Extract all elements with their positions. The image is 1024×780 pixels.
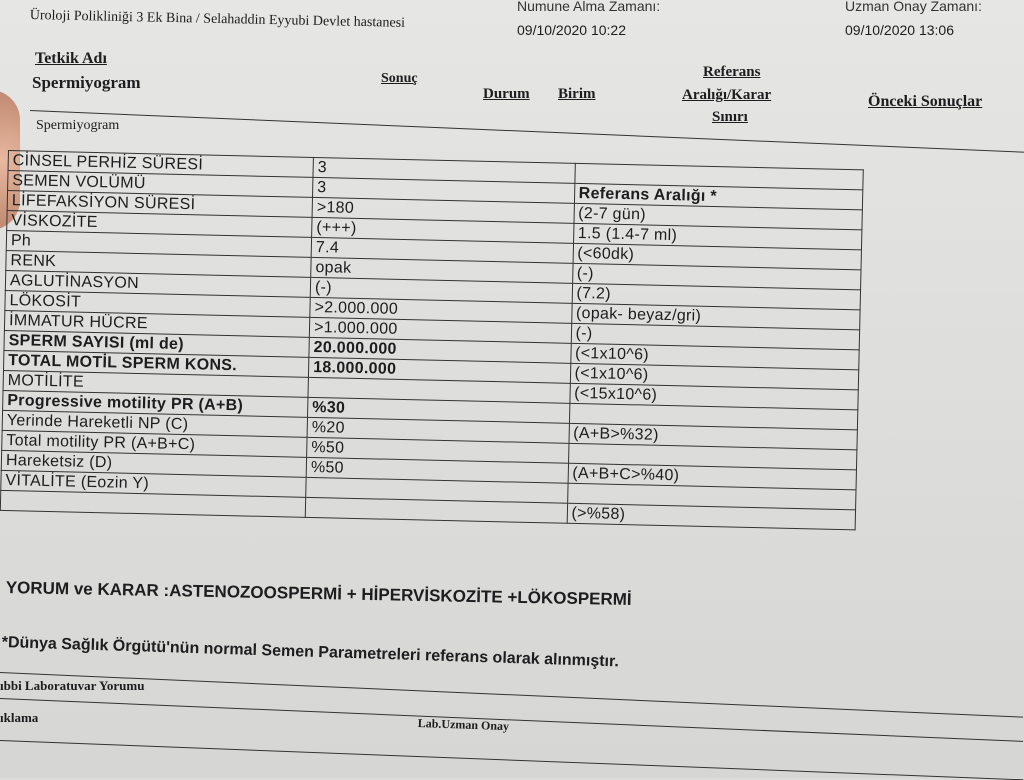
column-reference-line2: Aralığı/Karar bbox=[682, 87, 772, 103]
row-label: VİTALİTE (Eozin Y) bbox=[1, 470, 306, 497]
footnote: *Dünya Sağlık Örgütü'nün normal Semen Parametreleri referans olarak alınmıştır. bbox=[1, 634, 620, 671]
test-subgroup: Spermiyogram bbox=[36, 118, 120, 133]
column-result: Sonuç bbox=[381, 71, 418, 86]
row-label: RENK bbox=[6, 250, 311, 277]
row-label: AGLUTİNASYON bbox=[5, 270, 310, 297]
row-label: LÖKOSİT bbox=[5, 290, 310, 317]
row-value: (+++) bbox=[312, 217, 574, 243]
explanation-label: ıklama bbox=[0, 710, 39, 725]
row-value: (-) bbox=[310, 277, 572, 303]
row-value: 7.4 bbox=[311, 237, 573, 263]
row-reference: (<15x10^6) bbox=[569, 383, 858, 410]
sample-time-label: Numune Alma Zamanı: bbox=[517, 0, 661, 14]
column-reference-line3: Sınırı bbox=[712, 109, 748, 125]
row-label: VİSKOZİTE bbox=[7, 210, 312, 237]
column-status: Durum bbox=[483, 86, 530, 102]
results-table bbox=[0, 150, 864, 530]
row-label: SEMEN VOLÜMÜ bbox=[8, 171, 313, 198]
row-reference: (<60dk) bbox=[573, 243, 862, 270]
row-reference: (2-7 gün) bbox=[574, 203, 863, 230]
hospital-name: Üroloji Polikliniği 3 Ek Bina / Selahaddin Eyyubi Devlet hastanesi bbox=[29, 8, 406, 31]
row-value: opak bbox=[311, 257, 573, 283]
comment-verdict: YORUM ve KARAR :ASTENOZOOSPERMİ + HİPERVİSKOZİTE +LÖKOSPERMİ bbox=[5, 578, 632, 610]
row-label: İMMATUR HÜCRE bbox=[4, 310, 309, 337]
column-test-name: Tetkik Adı bbox=[35, 50, 107, 67]
approval-time-label: Uzman Onay Zamanı: bbox=[845, 0, 982, 14]
row-value: %50 bbox=[306, 457, 568, 483]
row-reference: (-) bbox=[572, 263, 861, 290]
row-reference: (7.2) bbox=[572, 283, 861, 310]
row-reference: (<1x10^6) bbox=[570, 363, 859, 390]
row-label: Total motility PR (A+B+C) bbox=[2, 430, 307, 457]
lab-specialist-label: Lab.Uzman Onay bbox=[417, 716, 510, 734]
header-divider bbox=[30, 110, 1024, 153]
footer-rule-2 bbox=[0, 698, 1023, 742]
row-value: >180 bbox=[312, 197, 574, 223]
row-reference: 1.5 (1.4-7 ml) bbox=[573, 223, 862, 250]
row-value: 3 bbox=[313, 157, 575, 183]
row-reference: (<1x10^6) bbox=[570, 343, 859, 370]
lab-comment-label: ıbbi Laboratuvar Yorumu bbox=[0, 678, 145, 693]
results-table-body bbox=[0, 151, 863, 530]
row-value: 20.000.000 bbox=[309, 337, 571, 363]
row-value: 3 bbox=[313, 177, 575, 203]
row-reference: (opak- beyaz/gri) bbox=[571, 303, 860, 330]
column-reference-line1: Referans bbox=[703, 64, 761, 80]
row-label: LİFEFAKSİYON SÜRESİ bbox=[7, 191, 312, 218]
row-value: >1.000.000 bbox=[309, 317, 571, 343]
row-label: SPERM SAYISI (ml de) bbox=[4, 330, 309, 357]
row-value: >2.000.000 bbox=[310, 297, 572, 323]
row-label: Yerinde Hareketli NP (C) bbox=[2, 410, 307, 437]
results-table-wrap bbox=[0, 150, 908, 610]
row-reference: Referans Aralığı * bbox=[574, 183, 863, 210]
row-value: %30 bbox=[308, 397, 570, 423]
row-label: Ph bbox=[6, 230, 311, 257]
test-group: Spermiyogram bbox=[32, 73, 141, 92]
footer-rule-3 bbox=[0, 740, 1023, 780]
row-label: MOTİLİTE bbox=[3, 370, 308, 397]
row-reference: (>%58) bbox=[567, 503, 856, 530]
row-reference: (-) bbox=[571, 323, 860, 350]
row-value: %50 bbox=[307, 437, 569, 463]
sample-time: 09/10/2020 10:22 bbox=[517, 22, 626, 38]
approval-time: 09/10/2020 13:06 bbox=[845, 22, 954, 38]
row-reference: (A+B>%32) bbox=[569, 423, 858, 450]
row-label: CİNSEL PERHİZ SÜRESİ bbox=[8, 151, 313, 178]
column-previous-results: Önceki Sonuçlar bbox=[868, 93, 983, 110]
row-label: Hareketsiz (D) bbox=[1, 450, 306, 477]
row-value: %20 bbox=[307, 417, 569, 443]
row-reference: (A+B+C>%40) bbox=[568, 463, 857, 490]
column-unit: Birim bbox=[558, 86, 596, 102]
row-label: Progressive motility PR (A+B) bbox=[3, 390, 308, 417]
footer-rule-1 bbox=[0, 672, 1023, 718]
row-label: TOTAL MOTİL SPERM KONS. bbox=[3, 350, 308, 377]
row-value: 18.000.000 bbox=[308, 357, 570, 383]
